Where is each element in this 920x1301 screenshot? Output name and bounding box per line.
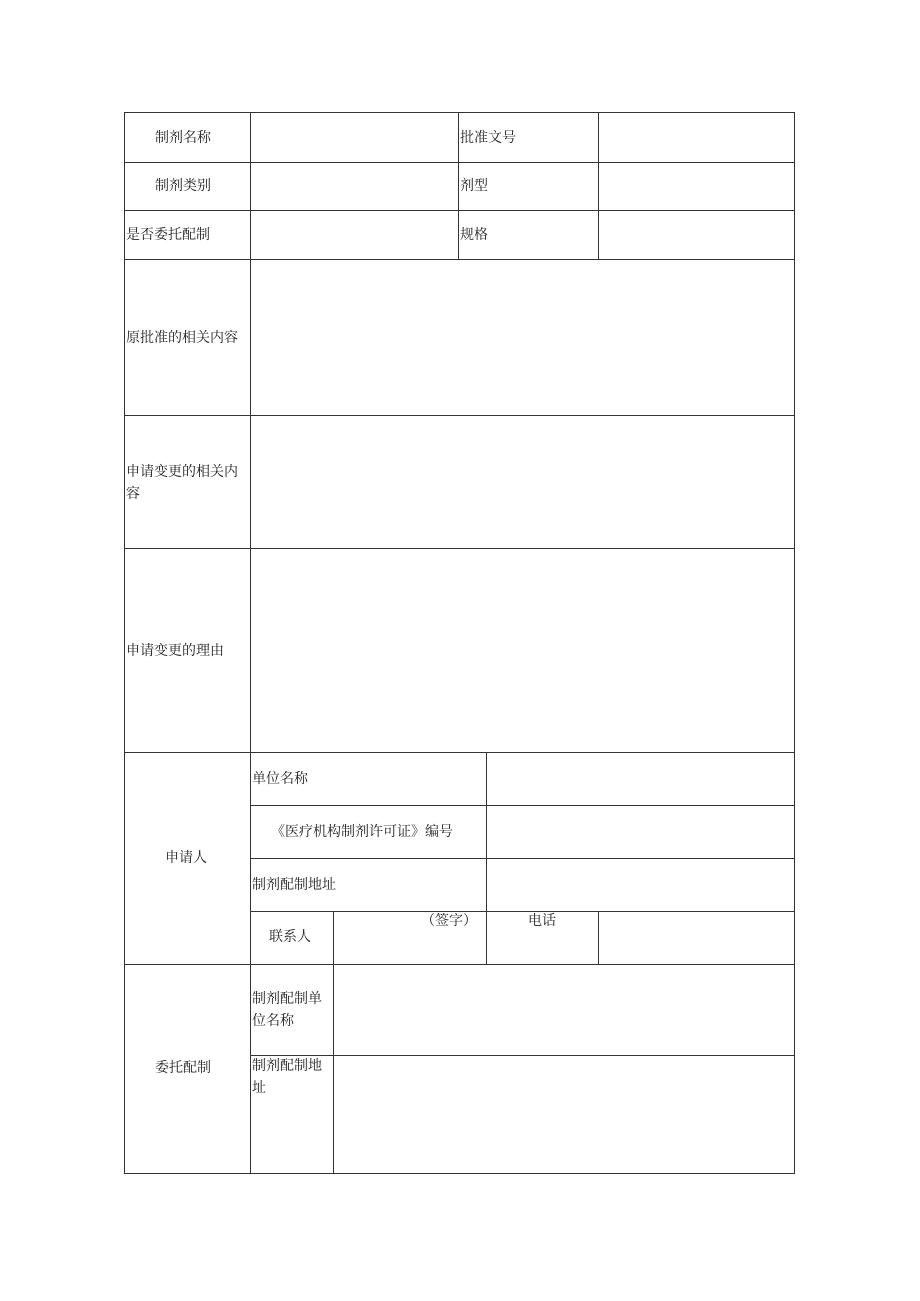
phone-field[interactable] <box>599 912 794 964</box>
license-number-label: 《医疗机构制剂许可证》编号 <box>271 824 453 840</box>
change-content-label: 申请变更的相关内容 <box>126 464 238 502</box>
applicant-label: 申请人 <box>165 850 207 866</box>
approval-number-label: 批准文号 <box>460 130 516 146</box>
prep-address-label: 制剂配制地址 <box>252 877 336 893</box>
preparation-category-field[interactable] <box>251 163 458 210</box>
border-bottom <box>124 1173 795 1174</box>
preparation-name-field[interactable] <box>251 113 458 162</box>
original-approval-content-field[interactable] <box>251 260 794 415</box>
applicant-unit-name-field[interactable] <box>487 753 794 805</box>
change-reason-label: 申请变更的理由 <box>126 643 224 659</box>
specification-field[interactable] <box>599 211 794 259</box>
change-content-field[interactable] <box>251 416 794 548</box>
original-approval-label: 原批准的相关内容 <box>126 330 238 346</box>
signature-label: （签字） <box>421 913 477 929</box>
entrusted-unit-name-field[interactable] <box>334 965 794 1055</box>
border-left <box>124 112 125 1174</box>
preparation-name-label: 制剂名称 <box>155 130 211 146</box>
prep-address-field[interactable] <box>487 859 794 911</box>
contact-label: 联系人 <box>269 929 311 945</box>
specification-label: 规格 <box>460 227 488 243</box>
phone-label: 电话 <box>528 913 556 929</box>
license-number-field[interactable] <box>487 806 794 858</box>
application-form <box>124 112 795 1174</box>
entrusted-section-label: 委托配制 <box>155 1060 211 1076</box>
preparation-category-label: 制剂类别 <box>155 178 211 194</box>
applicant-unit-name-label: 单位名称 <box>252 771 308 787</box>
entrusted-address-field[interactable] <box>334 1056 794 1173</box>
dosage-form-label: 剂型 <box>460 178 488 194</box>
border-right <box>794 112 795 1174</box>
entrusted-unit-name-label: 制剂配制单位名称 <box>252 991 322 1029</box>
column-divider <box>458 112 459 260</box>
entrusted-preparation-field[interactable] <box>251 211 458 259</box>
change-reason-field[interactable] <box>251 549 794 752</box>
entrusted-address-label: 制剂配制地址 <box>252 1058 322 1096</box>
dosage-form-field[interactable] <box>599 163 794 210</box>
approval-number-field[interactable] <box>599 113 794 162</box>
entrusted-preparation-label: 是否委托配制 <box>126 227 210 243</box>
